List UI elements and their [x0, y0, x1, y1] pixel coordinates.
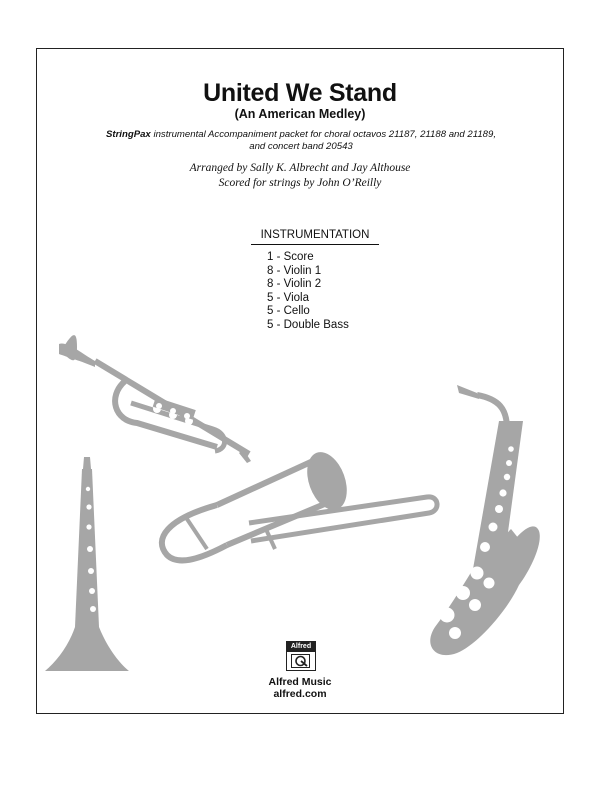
page-title: United We Stand	[203, 79, 397, 107]
logo-wordmark: Alfred	[287, 642, 315, 652]
list-item: 8 - Violin 2	[267, 278, 322, 291]
cover-frame	[36, 48, 564, 714]
list-item: 5 - Cello	[267, 305, 310, 318]
page-subtitle: (An American Medley)	[234, 107, 366, 121]
publisher-name: Alfred Music	[268, 676, 332, 688]
list-item: 1 - Score	[267, 251, 314, 263]
trumpet-icon	[59, 335, 251, 463]
alfred-logo	[286, 641, 316, 671]
list-item: 5 - Viola	[267, 291, 309, 304]
saxophone-icon	[430, 385, 540, 655]
instrument-illustration	[37, 49, 565, 715]
arranger-credit: Arranged by Sally K. Albrecht and Jay Althouse	[189, 162, 411, 174]
list-item: 5 - Double Bass	[267, 318, 349, 331]
packet-line-1: instrumental Accompaniment packet for choral octavos 21187, 21188 and 21189,	[150, 129, 497, 140]
trombone-icon	[162, 447, 437, 561]
clarinet-icon	[45, 457, 129, 671]
publisher-block	[37, 676, 563, 700]
instrumentation-heading: INSTRUMENTATION	[251, 229, 379, 245]
alfred-logo-icon	[291, 654, 310, 668]
packet-line-2: and concert band 20543	[249, 141, 353, 152]
packet-brand: StringPax	[105, 129, 151, 140]
publisher-site: alfred.com	[273, 688, 327, 700]
list-item: 8 - Violin 1	[267, 264, 322, 277]
scorer-credit: Scored for strings by John O’Reilly	[218, 177, 382, 189]
